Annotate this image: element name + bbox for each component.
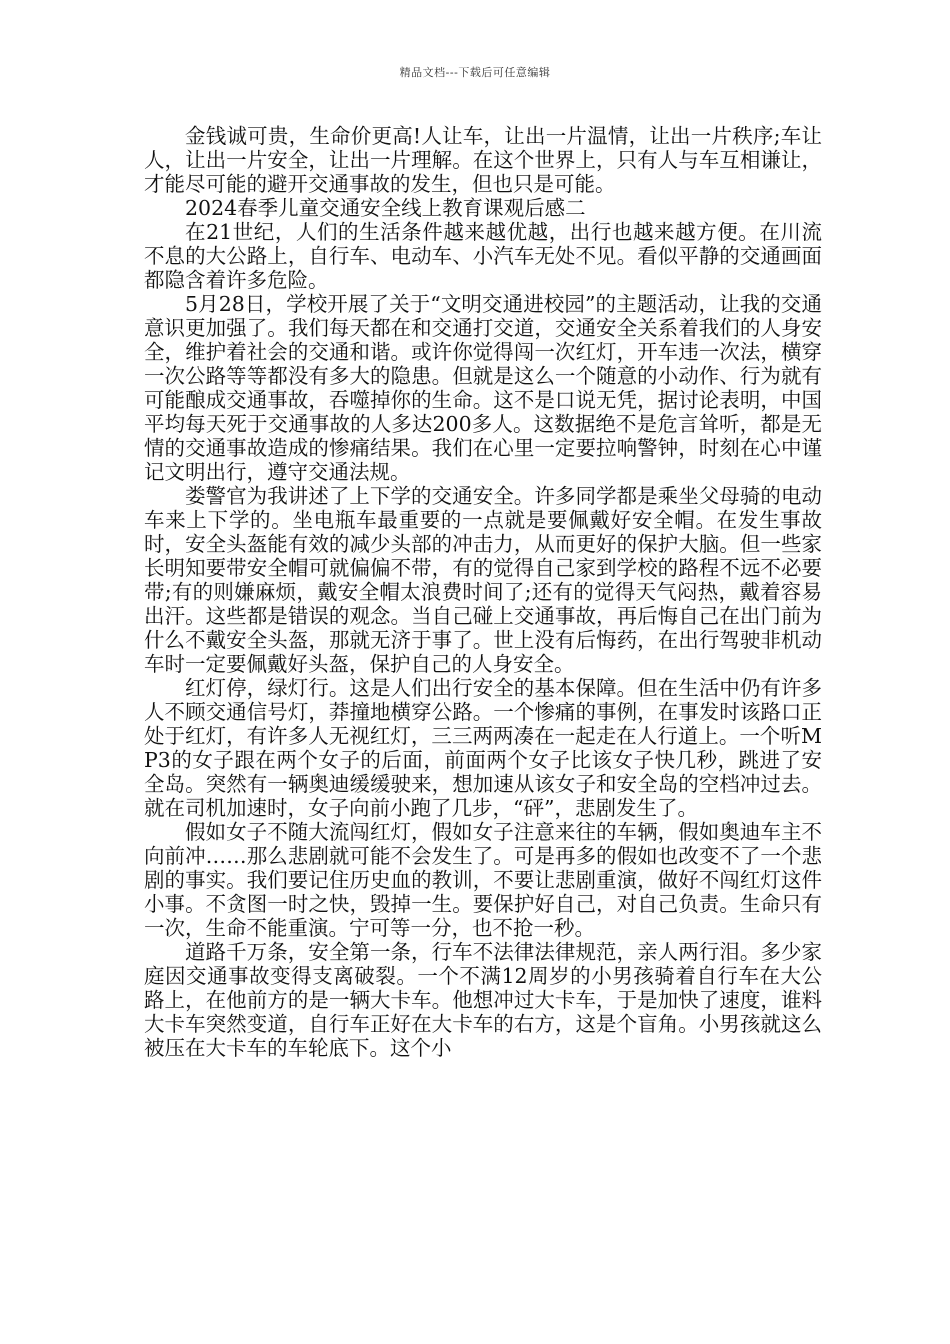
paragraph-4: 娄警官为我讲述了上下学的交通安全。许多同学都是乘坐父母骑的电动车来上下学的。坐电瓶车最重要的一点就是要佩戴好安全帽。在发生事故时，安全头盔能有效的减少头部的冲击力，从而更好的保护大脑。但一些家长明知要带安全帽可就偏偏不带，有的觉得自己家到学校的路程不远不必要带;有的则嫌麻烦，戴安全帽太浪费时间了;还有的觉得天气闷热，戴着容易出汗。这些都是错误的观念。当自己碰上交通事故，再后悔自己在出门前为什么不戴安全头盔，那就无济于事了。世上没有后悔药，在出行驾驶非机动车时一定要佩戴好头盔，保护自己的人身安全。 [144, 484, 822, 676]
paragraph-7: 道路千万条，安全第一条，行车不法律法律规范，亲人两行泪。多少家庭因交通事故变得支离破裂。一个不满12周岁的小男孩骑着自行车在大公路上，在他前方的是一辆大卡车。他想冲过大卡车，于是加快了速度，谁料大卡车突然变道，自行车正好在大卡车的右方，这是个盲角。小男孩就这么被压在大卡车的车轮底下。这个小 [144, 940, 822, 1060]
document-body [144, 124, 822, 1060]
paragraph-6: 假如女子不随大流闯红灯，假如女子注意来往的车辆，假如奥迪车主不向前冲……那么悲剧就可能不会发生了。可是再多的假如也改变不了一个悲剧的事实。我们要记住历史血的教训，不要让悲剧重演，做好不闯红灯这件小事。不贪图一时之快，毁掉一生。要保护好自己，对自己负责。生命只有一次，生命不能重演。宁可等一分，也不抢一秒。 [144, 820, 822, 940]
paragraph-5: 红灯停，绿灯行。这是人们出行安全的基本保障。但在生活中仍有许多人不顾交通信号灯，莽撞地横穿公路。一个惨痛的事例，在事发时该路口正处于红灯，有许多人无视红灯，三三两两凑在一起走在人行道上。一个听MP3的女子跟在两个女子的后面，前面两个女子比该女子快几秒，跳进了安全岛。突然有一辆奥迪缓缓驶来，想加速从该女子和安全岛的空档冲过去。就在司机加速时，女子向前小跑了几步，“砰”，悲剧发生了。 [144, 676, 822, 820]
paragraph-3: 5月28日，学校开展了关于“文明交通进校园”的主题活动，让我的交通意识更加强了。我们每天都在和交通打交道，交通安全关系着我们的人身安全，维护着社会的交通和谐。或许你觉得闯一次红灯，开车违一次法，横穿一次公路等等都没有多大的隐患。但就是这么一个随意的小动作、行为就有可能酿成交通事故，吞噬掉你的生命。这不是口说无凭，据讨论表明，中国平均每天死于交通事故的人多达200多人。这数据绝不是危言耸听，都是无情的交通事故造成的惨痛结果。我们在心里一定要拉响警钟，时刻在心中谨记文明出行，遵守交通法规。 [144, 292, 822, 484]
paragraph-1: 金钱诚可贵，生命价更高!人让车，让出一片温情，让出一片秩序;车让人，让出一片安全，让出一片理解。在这个世界上，只有人与车互相谦让，才能尽可能的避开交通事故的发生，但也只是可能。 [144, 124, 822, 196]
page-header: 精品文档---下载后可任意编辑 [399, 66, 551, 79]
section-title: 2024春季儿童交通安全线上教育课观后感二 [185, 196, 586, 220]
paragraph-2: 在21世纪，人们的生活条件越来越优越，出行也越来越方便。在川流不息的大公路上，自行车、电动车、小汽车无处不见。看似平静的交通画面都隐含着许多危险。 [144, 220, 822, 292]
